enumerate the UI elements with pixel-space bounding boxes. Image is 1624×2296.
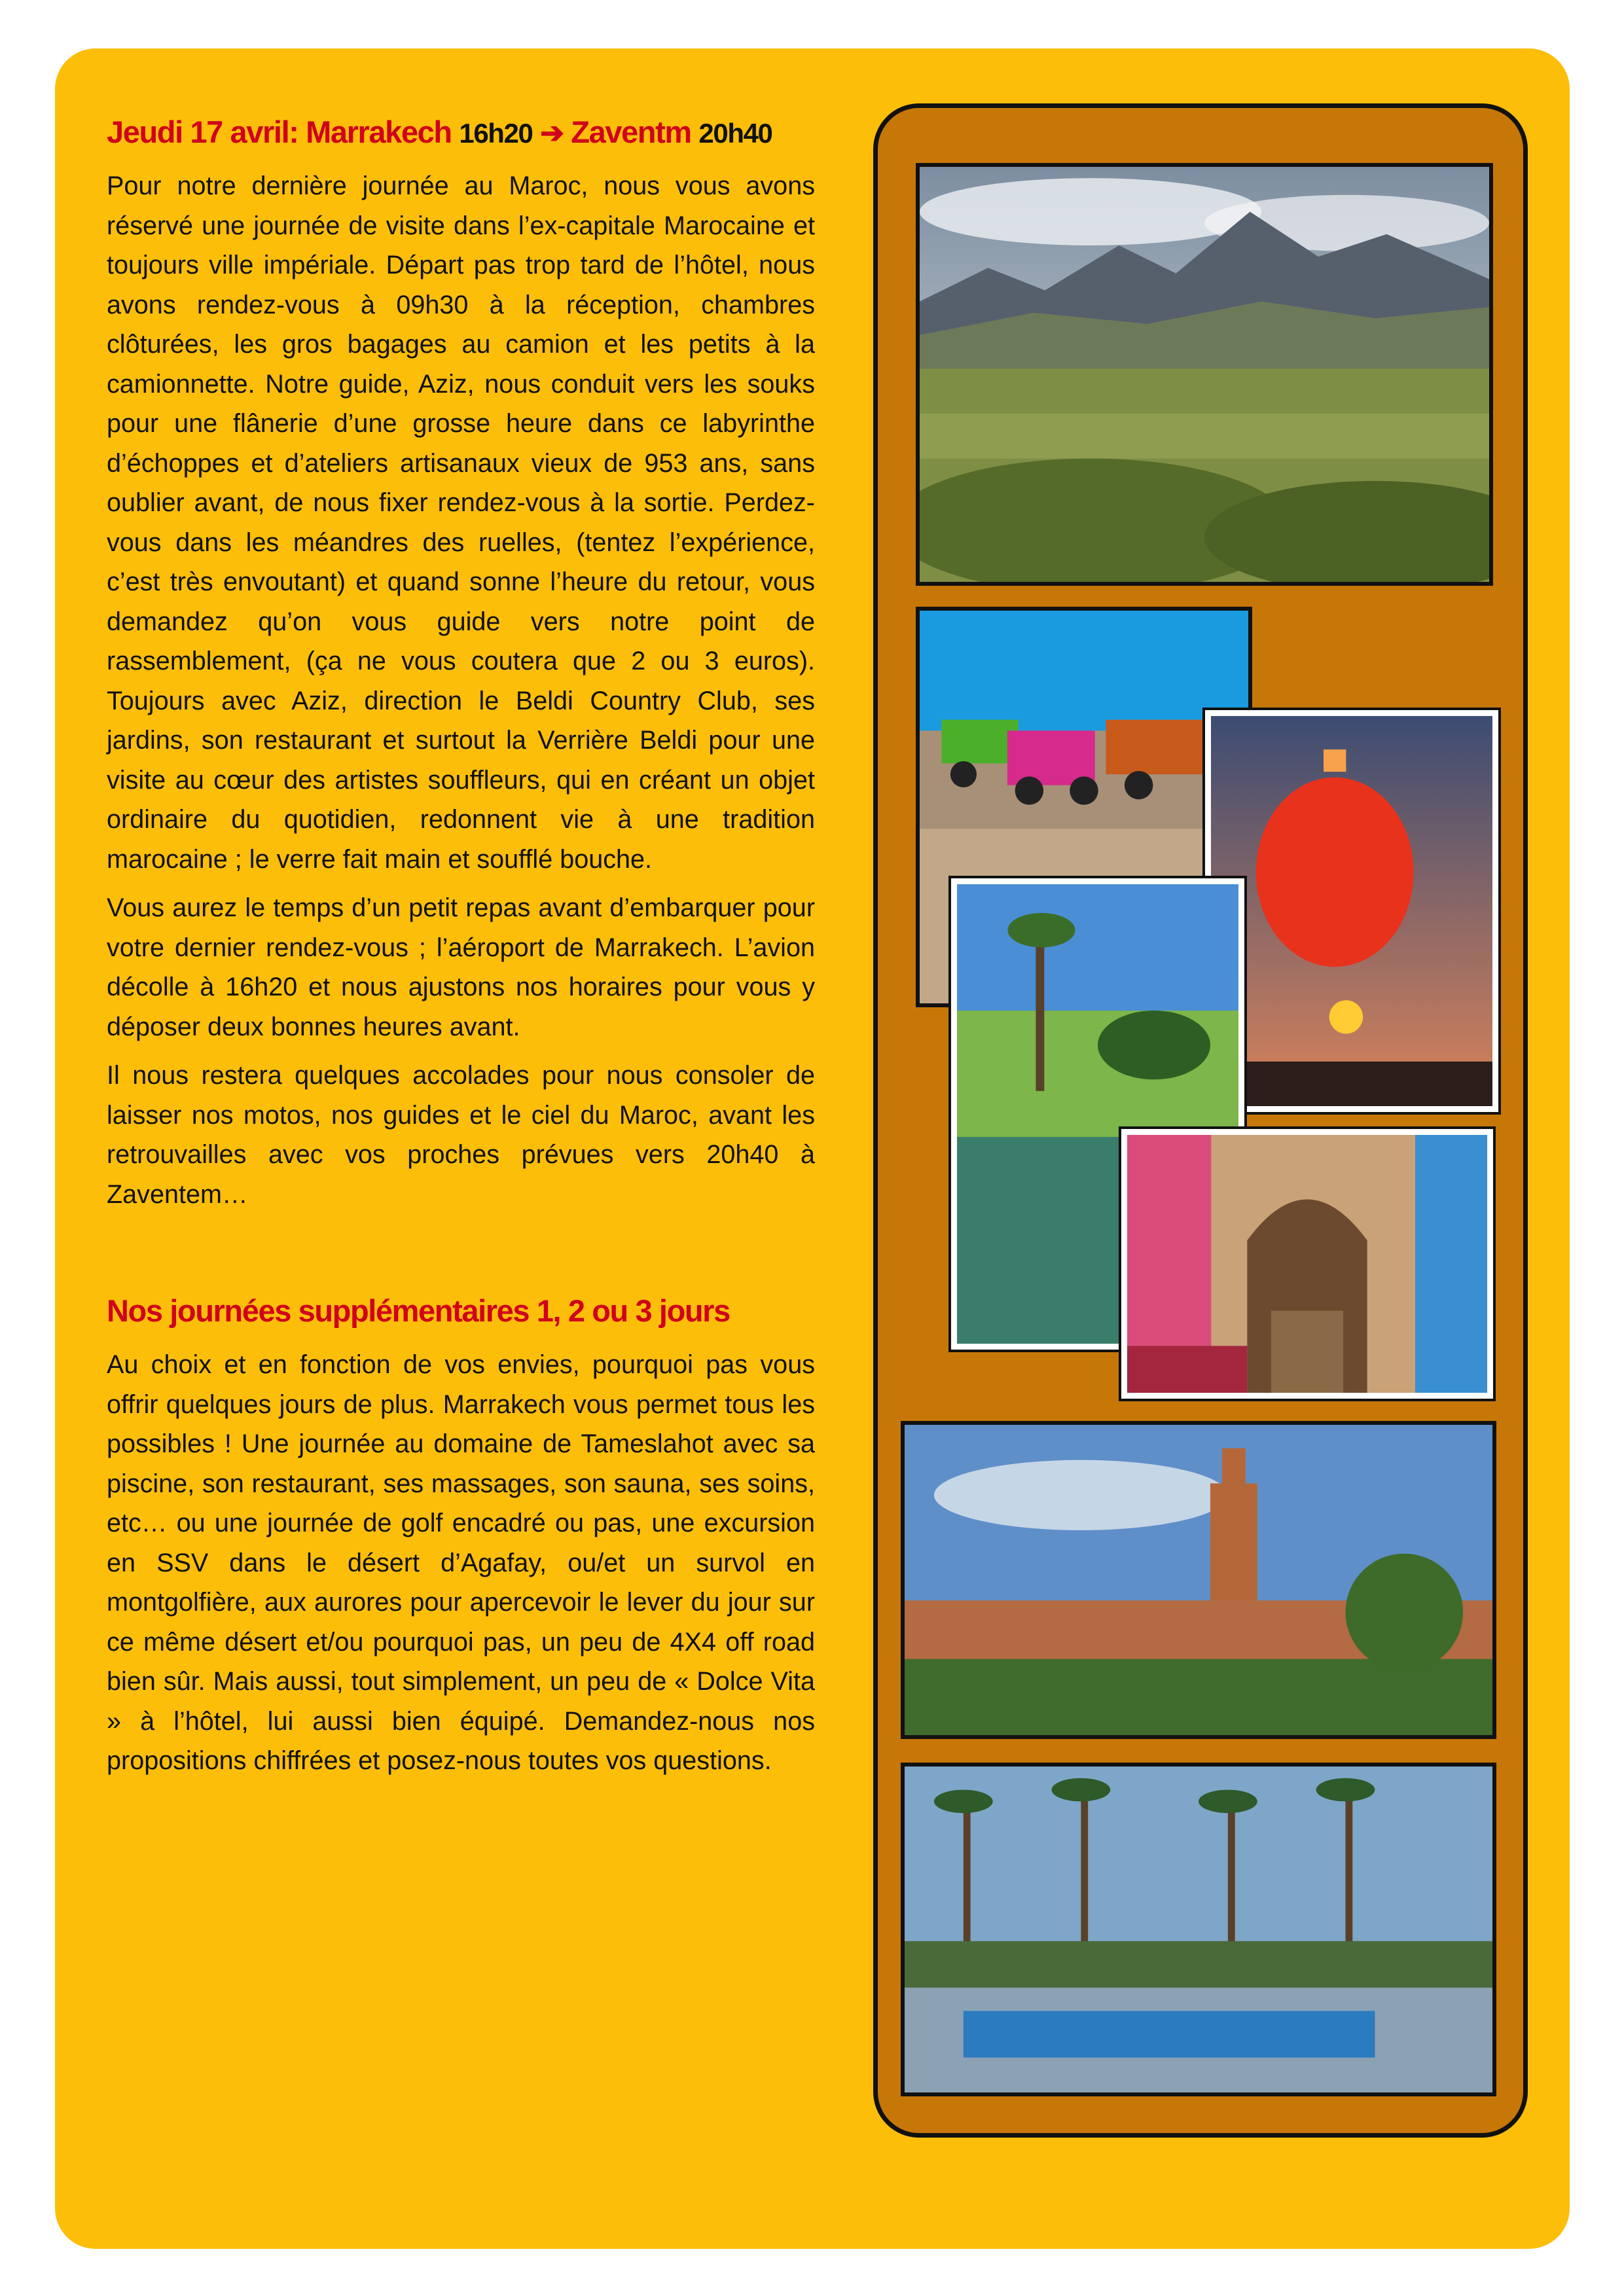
day-heading	[107, 113, 815, 153]
photo-hotel-pool	[901, 1763, 1496, 2096]
photo-collage-frame	[873, 103, 1528, 2138]
photo-souk	[1121, 1129, 1493, 1399]
destination-name: Zaventm	[571, 115, 691, 149]
day-paragraph-1: Pour notre dernière journée au Maroc, nous vous avons réservé une journée de visite dans l’ex-capitale Marocaine et toujours ville impériale. Départ pas trop tard de l’hôtel, nous avons rendez-vous à 09h30 à la réception, chambres clôturées, les gros bagages au camion et les petits à la camionnette. Notre guide, Aziz, nous conduit vers les souks pour une flânerie d’une grosse heure dans ce labyrinthe d’échoppes et d’ateliers artisanaux vieux de 953 ans, sans oublier avant, de nous fixer rendez-vous à la sortie. Perdez-vous dans les méandres des ruelles, (tentez l’expérience, c’est très envoutant) et quand sonne l’heure du retour, vous demandez qu’on vous guide vers notre point de rassemblement, (ça ne vous coutera que 2 ou 3 euros). Toujours avec Aziz, direction le Beldi Country Club, ses jardins, son restaurant et surtout la Verrière Beldi pour une visite au cœur des artistes souffleurs, qui en créant un objet ordinaire du quotidien, redonnent vie à une tradition marocaine ; le verre fait main et soufflé bouche.	[107, 171, 815, 874]
arrival-time: 20h40	[698, 118, 772, 149]
photo-balloon	[1205, 710, 1498, 1112]
text-column	[107, 113, 815, 1781]
photo-koutoubia	[901, 1421, 1496, 1739]
extra-days-heading: Nos journées supplémentaires 1, 2 ou 3 jours	[107, 1293, 730, 1328]
arrow-icon: ➔	[540, 117, 564, 149]
day-title: Jeudi 17 avril: Marrakech	[107, 115, 452, 149]
photo-mountains	[916, 163, 1493, 586]
day-paragraph-2: Vous aurez le temps d’un petit repas avant d’embarquer pour votre dernier rendez-vous ; l’aéroport de Marrakech. L’avion décolle à 16h20 et nous ajustons nos horaires pour vous y déposer deux bonnes heures avant.	[107, 893, 815, 1041]
extra-days-paragraph: Au choix et en fonction de vos envies, pourquoi pas vous offrir quelques jours de plus. Marrakech vous permet tous les possibles ! Une journée au domaine de Tameslahot avec sa piscine, son restaurant, ses massages, son sauna, ses soins, etc… ou une journée de golf encadré ou pas, une excursion en SSV dans le désert d’Agafay, ou/et un survol en montgolfière, aux aurores pour apercevoir le lever du jour sur ce même désert et/ou pourquoi pas, un peu de 4X4 off road bien sûr. Mais aussi, tout simplement, un peu de « Dolce Vita » à l’hôtel, lui aussi bien équipé. Demandez-nous nos propositions chiffrées et posez-nous toutes vos questions.	[107, 1350, 815, 1775]
departure-time: 16h20	[459, 118, 533, 149]
day-paragraph-3: Il nous restera quelques accolades pour nous consoler de laisser nos motos, nos guides et le ciel du Maroc, avant les retrouvailles avec vos proches prévues vers 20h40 à Zaventem…	[107, 1061, 815, 1209]
